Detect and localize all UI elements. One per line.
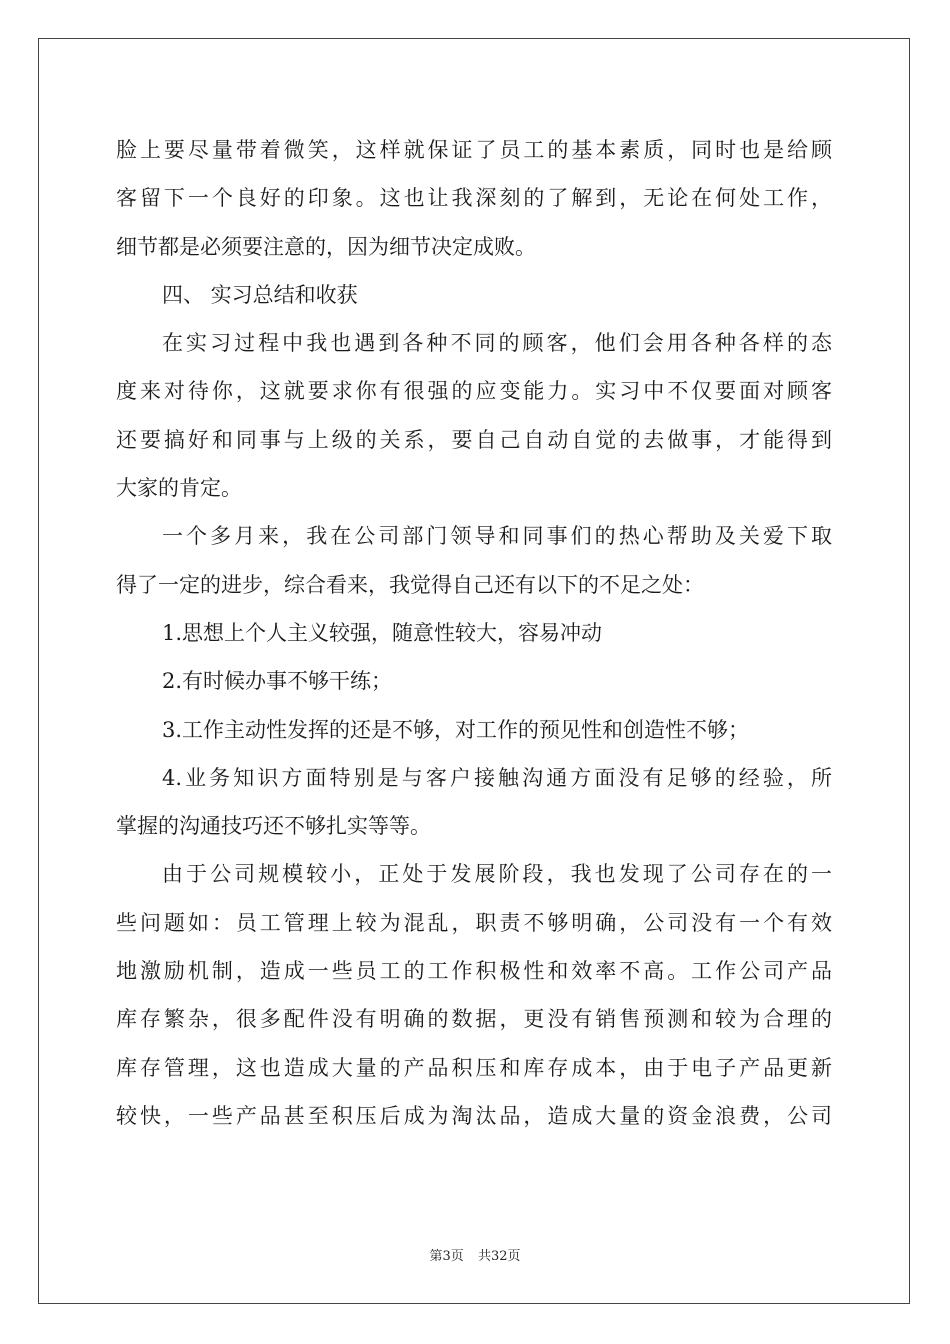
section-heading: 四、 实习总结和收获 <box>162 282 358 307</box>
page-footer <box>0 1245 950 1264</box>
paragraph-line: 得了一定的进步，综合看来，我觉得自己还有以下的不足之处： <box>116 572 704 597</box>
list-item: 2.有时候办事不够干练； <box>162 669 393 694</box>
paragraph-line: 一个多月来，我在公司部门领导和同事们的热心帮助及关爱下取 <box>162 524 832 549</box>
paragraph-line: 在实习过程中我也遇到各种不同的顾客，他们会用各种各样的态 <box>162 331 832 356</box>
paragraph-line: 地激励机制，造成一些员工的工作积极性和效率不高。工作公司产品 <box>116 959 832 984</box>
paragraph-line: 度来对待你，这就要求你有很强的应变能力。实习中不仅要面对顾客 <box>116 379 832 404</box>
document-body <box>116 126 832 1140</box>
paragraph-line: 由于公司规模较小，正处于发展阶段，我也发现了公司存在的一 <box>162 862 832 887</box>
total-pages: 共32页 <box>477 1249 521 1264</box>
list-item: 4.业务知识方面特别是与客户接触沟通方面没有足够的经验，所 <box>162 765 832 790</box>
paragraph-line: 些问题如：员工管理上较为混乱，职责不够明确，公司没有一个有效 <box>116 910 832 935</box>
paragraph-line: 客留下一个良好的印象。这也让我深刻的了解到，无论在何处工作， <box>116 186 832 211</box>
paragraph-line: 大家的肯定。 <box>116 476 242 501</box>
list-item: 1.思想上个人主义较强，随意性较大，容易冲动 <box>162 620 603 645</box>
paragraph-line: 掌握的沟通技巧还不够扎实等等。 <box>116 814 431 839</box>
list-item: 3.工作主动性发挥的还是不够，对工作的预见性和创造性不够； <box>162 717 750 742</box>
paragraph-line: 细节都是必须要注意的，因为细节决定成败。 <box>116 234 536 259</box>
paragraph-line: 脸上要尽量带着微笑，这样就保证了员工的基本素质，同时也是给顾 <box>116 138 832 162</box>
paragraph-line: 较快，一些产品甚至积压后成为淘汰品，造成大量的资金浪费，公司 <box>116 1103 832 1128</box>
page-number: 第3页 <box>429 1249 464 1264</box>
paragraph-line: 库存管理，这也造成大量的产品积压和库存成本，由于电子产品更新 <box>116 1055 832 1080</box>
paragraph-line: 还要搞好和同事与上级的关系，要自己自动自觉的去做事，才能得到 <box>116 427 832 452</box>
paragraph-line: 库存繁杂，很多配件没有明确的数据，更没有销售预测和较为合理的 <box>116 1007 832 1032</box>
